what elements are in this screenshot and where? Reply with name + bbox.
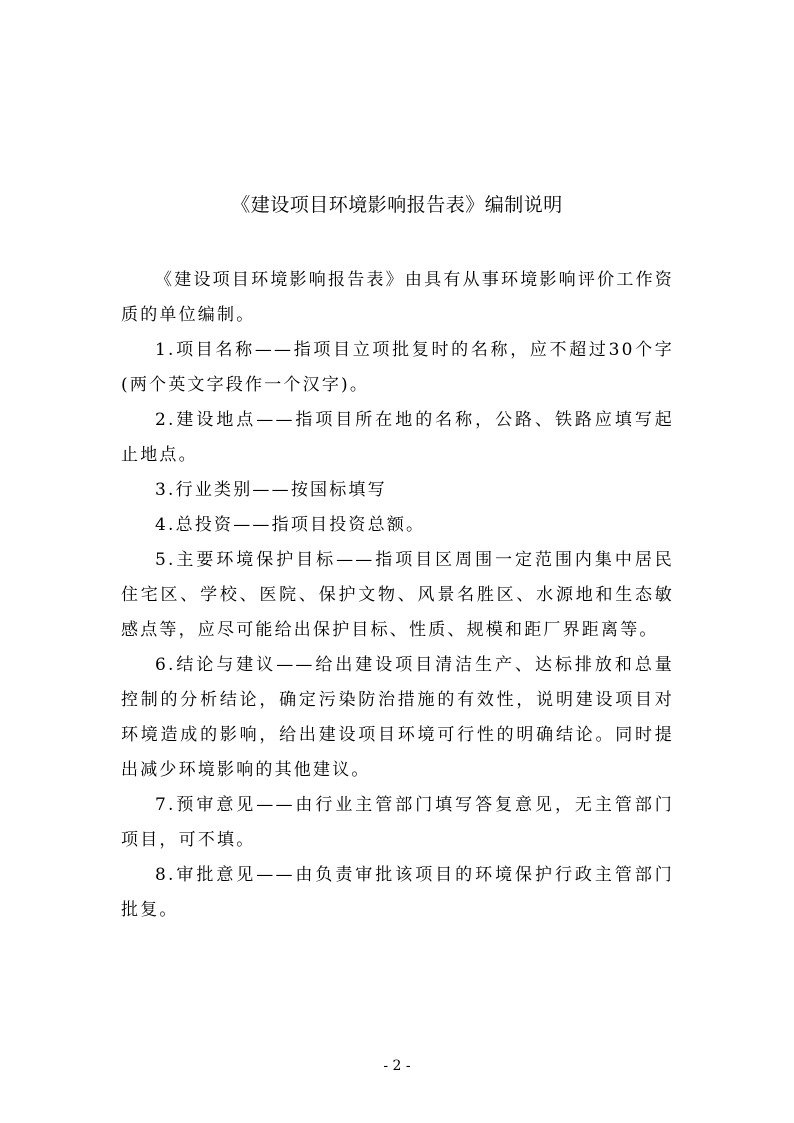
item-conclusions: 6.结论与建议——给出建设项目清洁生产、达标排放和总量控制的分析结论，确定污染防治措施的有效性，说明建设项目对环境造成的影响，给出建设项目环境可行性的明确结论。同时提出减少环境影响的其他建议。 xyxy=(121,655,674,780)
item-industry-category: 3.行业类别——按国标填写 xyxy=(155,480,387,500)
item-preliminary-review: 7.预审意见——由行业主管部门填写答复意见，无主管部门项目，可不填。 xyxy=(121,795,674,850)
item-total-investment: 4.总投资——指项目投资总额。 xyxy=(155,515,426,535)
item-project-name: 1.项目名称——指项目立项批复时的名称，应不超过30个字(两个英文字段作一个汉字)。 xyxy=(121,340,674,395)
page-title: 《建设项目环境影响报告表》编制说明 xyxy=(231,194,563,216)
item-protection-targets: 5.主要环境保护目标——指项目区周围一定范围内集中居民住宅区、学校、医院、保护文物、风景名胜区、水源地和生态敏感点等，应尽可能给出保护目标、性质、规模和距厂界距离等。 xyxy=(121,550,674,640)
intro-paragraph: 《建设项目环境影响报告表》由具有从事环境影响评价工作资质的单位编制。 xyxy=(121,270,674,325)
page-number: - 2 - xyxy=(383,1058,411,1074)
item-approval-opinion: 8.审批意见——由负责审批该项目的环境保护行政主管部门批复。 xyxy=(121,865,674,920)
item-construction-site: 2.建设地点——指项目所在地的名称，公路、铁路应填写起止地点。 xyxy=(121,410,674,465)
document-body xyxy=(121,263,674,928)
